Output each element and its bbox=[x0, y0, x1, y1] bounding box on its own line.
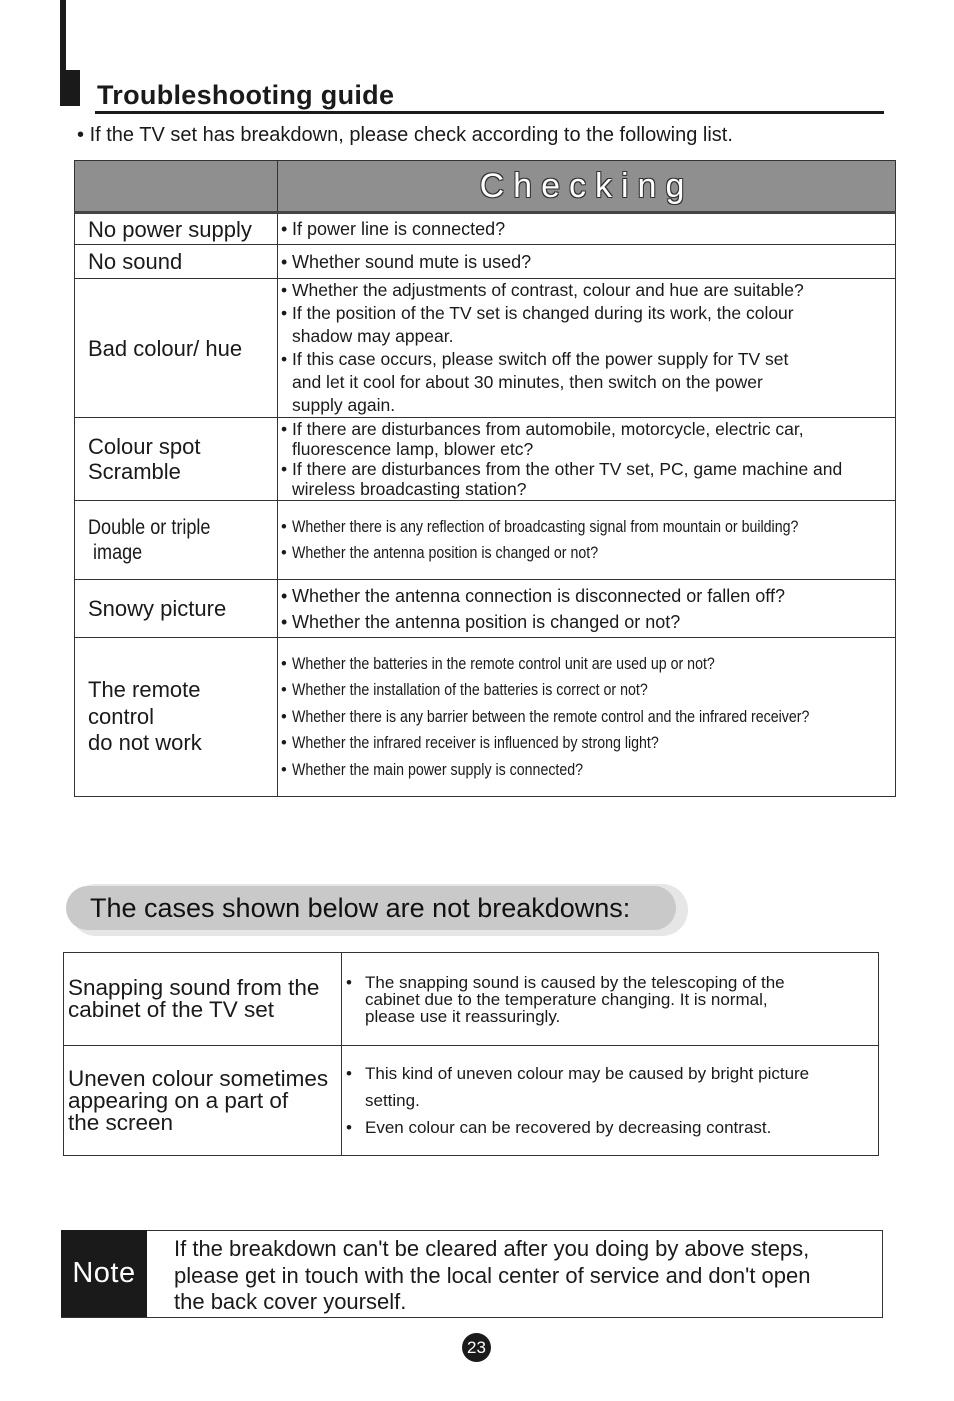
bullet-icon: • bbox=[281, 219, 288, 239]
bullet-icon: • bbox=[281, 585, 288, 606]
table-row bbox=[75, 418, 896, 501]
symptom-cell: Bad colour/ hue bbox=[75, 279, 278, 418]
bullet-icon: • bbox=[281, 707, 287, 726]
header-corner-block bbox=[60, 70, 80, 106]
symptom-cell: Colour spot Scramble bbox=[75, 418, 278, 501]
table-row bbox=[75, 245, 896, 279]
bullet-icon: • bbox=[281, 251, 288, 272]
check-cell: • If power line is connected? bbox=[278, 213, 896, 245]
bullet-icon: • bbox=[281, 459, 288, 479]
checking-table bbox=[74, 160, 896, 797]
not-breakdowns-table bbox=[63, 952, 879, 1156]
explanation-cell: • This kind of uneven colour may be caused by bright picture setting. • Even colour can be recovered by decreasing contrast. bbox=[342, 1046, 879, 1156]
explanation-cell: • The snapping sound is caused by the telescoping of the cabinet due to the temperature changing. It is normal, please use it reassuringly. bbox=[342, 953, 879, 1046]
title-underline bbox=[95, 111, 884, 114]
page-number: 23 bbox=[462, 1333, 491, 1362]
case-cell: Uneven colour sometimes appearing on a part of the screen bbox=[64, 1046, 342, 1156]
bullet-icon: • bbox=[281, 419, 288, 439]
bullet-icon: • bbox=[281, 611, 288, 632]
note-label: Note bbox=[61, 1230, 147, 1317]
check-cell: • Whether the antenna connection is disconnected or fallen off? • Whether the antenna position is changed or not? bbox=[278, 580, 896, 638]
table-row bbox=[75, 213, 896, 245]
bullet-icon: • bbox=[281, 544, 287, 562]
case-cell: Snapping sound from the cabinet of the TV set bbox=[64, 953, 342, 1046]
check-cell: • Whether the batteries in the remote control unit are used up or not? • Whether the installation of the batteries is correct or not? • Whether there is any barrier between the remote control and the infrared receiver? • Whether the infrared receiver is influenced by strong light? • Whether the main power supply is connected? bbox=[278, 638, 896, 797]
symptom-cell: The remote control do not work bbox=[75, 638, 278, 797]
intro-text: • If the TV set has breakdown, please check according to the following list. bbox=[77, 124, 733, 146]
page-title: Troubleshooting guide bbox=[97, 80, 395, 110]
bullet-icon: • bbox=[281, 280, 288, 300]
check-cell: • Whether sound mute is used? bbox=[278, 245, 896, 279]
note-text: If the breakdown can't be cleared after you doing by above steps, please get in touch with the local center of service and don't open the back cover yourself. bbox=[174, 1236, 811, 1314]
bullet-icon: • bbox=[77, 124, 85, 146]
table-header-symptom bbox=[75, 161, 278, 213]
table-header-row bbox=[75, 161, 896, 213]
symptom-cell: No sound bbox=[75, 245, 278, 279]
check-cell: • Whether the adjustments of contrast, colour and hue are suitable? • If the position of the TV set is changed during its work, the colour shadow may appear. • If this case occurs, please switch off the power supply for TV set and let it cool for about 30 minutes, then switch on the power supply again. bbox=[278, 279, 896, 418]
table-row bbox=[64, 953, 879, 1046]
symptom-cell: Double or triple image bbox=[75, 501, 278, 580]
bullet-icon: • bbox=[346, 1064, 352, 1083]
symptom-cell: No power supply bbox=[75, 213, 278, 245]
table-row bbox=[75, 279, 896, 418]
table-row bbox=[75, 501, 896, 580]
bullet-icon: • bbox=[281, 517, 287, 536]
bullet-icon: • bbox=[346, 972, 352, 992]
bullet-icon: • bbox=[281, 760, 287, 779]
banner-text: The cases shown below are not breakdowns: bbox=[90, 893, 631, 923]
symptom-cell: Snowy picture bbox=[75, 580, 278, 638]
bullet-icon: • bbox=[346, 1118, 352, 1137]
table-row bbox=[64, 1046, 879, 1156]
table-row bbox=[75, 638, 896, 797]
bullet-icon: • bbox=[281, 681, 287, 700]
check-cell: • If there are disturbances from automobile, motorcycle, electric car, fluorescence lamp, blower etc? • If there are disturbances from the other TV set, PC, game machine and wireless broadcasting station? bbox=[278, 418, 896, 501]
check-cell: • Whether there is any reflection of broadcasting signal from mountain or building? • Whether the antenna position is changed or not? bbox=[278, 501, 896, 580]
bullet-icon: • bbox=[281, 654, 287, 673]
table-header-checking: Checking bbox=[278, 161, 896, 213]
table-row bbox=[75, 580, 896, 638]
bullet-icon: • bbox=[281, 734, 287, 753]
bullet-icon: • bbox=[281, 349, 288, 369]
bullet-icon: • bbox=[281, 303, 288, 323]
